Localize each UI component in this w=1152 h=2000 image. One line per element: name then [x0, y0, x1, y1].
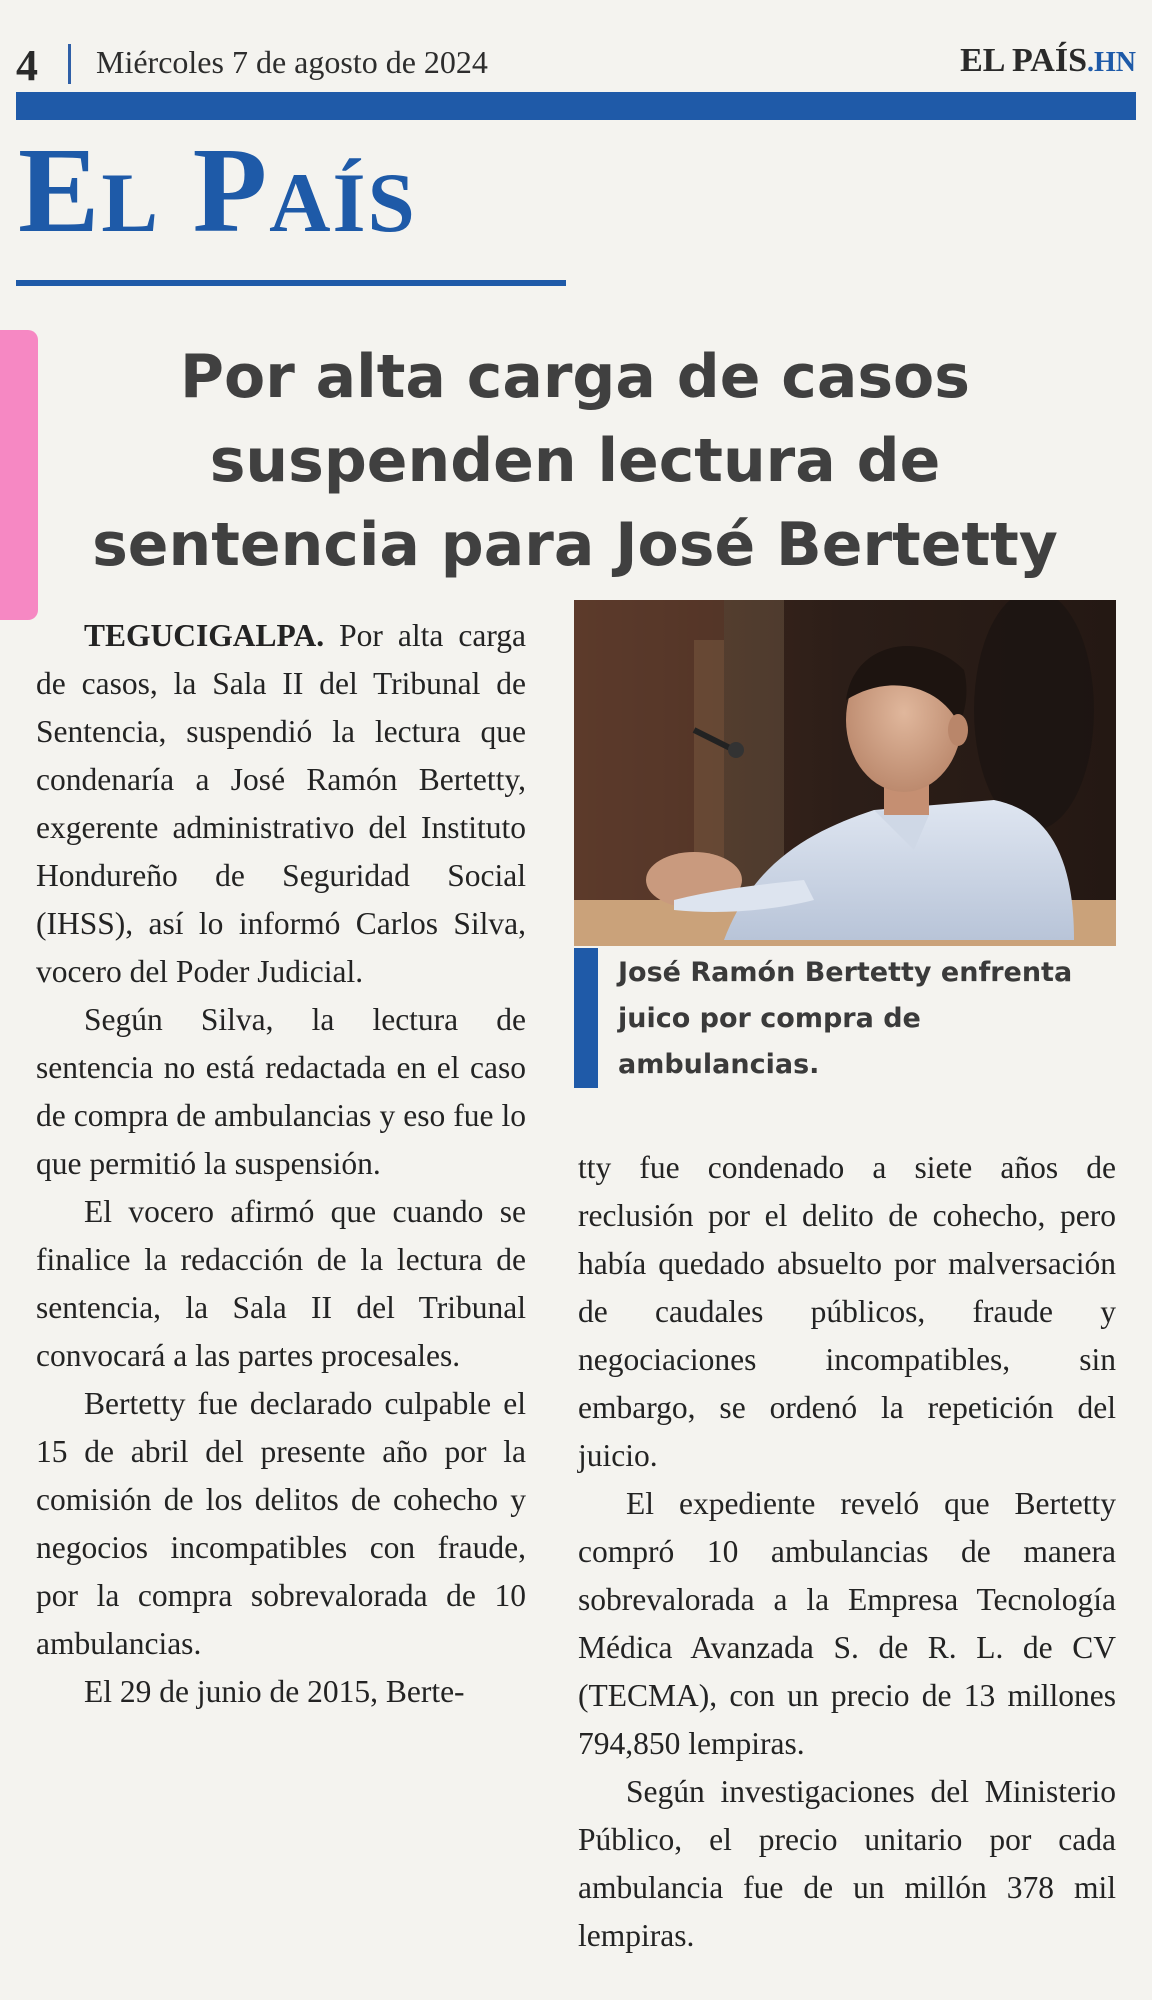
header-divider — [68, 44, 71, 84]
article-column-right — [578, 1144, 1116, 1960]
dateline: TEGUCIGALPA. — [84, 618, 325, 653]
page-number: 4 — [16, 41, 38, 90]
brand-domain: .HN — [1087, 47, 1136, 78]
article-paragraph: El 29 de junio de 2015, Berte- — [84, 1674, 465, 1709]
article-paragraph: El expediente reveló que Bertetty compró 10 ambulancias de manera sobrevalorada a la Empresa Tecnología Médica Avanzada S. de R. L. de CV (TECMA), con un precio de 13 millones 794,850 lempiras. — [578, 1486, 1116, 1761]
article-paragraph: Bertetty fue declarado culpable el 15 de abril del presente año por la comisión de los delitos de cohecho y negocios incompatibles con fraude, por la compra sobrevalorada de 10 ambulancias. — [36, 1386, 526, 1661]
photo-caption: José Ramón Bertetty enfrenta juico por compra de ambulancias. — [618, 957, 1073, 1080]
brand-logo — [960, 42, 1136, 80]
article-paragraph: El vocero afirmó que cuando se finalice la redacción de la lectura de sentencia, la Sala II del Tribunal convocará a las partes procesales. — [36, 1194, 526, 1373]
highlighter-mark — [0, 330, 38, 620]
masthead-underline — [16, 280, 566, 286]
section-masthead: El País — [18, 123, 417, 258]
article-column-left — [36, 612, 526, 1716]
article-paragraph: tty fue condenado a siete años de reclusión por el delito de cohecho, pero había quedado absuelto por malversación de caudales públicos, fraude y negociaciones incompatibles, sin embargo, se ordenó la repetición del juicio. — [578, 1150, 1116, 1473]
publication-date: Miércoles 7 de agosto de 2024 — [96, 44, 488, 80]
article-paragraph — [36, 612, 526, 996]
photo-illustration — [574, 600, 1116, 946]
header-rule — [16, 92, 1136, 120]
article-paragraph: Según Silva, la lectura de sentencia no está redactada en el caso de compra de ambulancias y eso fue lo que permitió la suspensión. — [36, 1002, 526, 1181]
article-headline: Por alta carga de casos suspenden lectura de sentencia para José Bertetty — [92, 342, 1058, 580]
page-header — [16, 32, 1136, 92]
brand-name: EL PAÍS — [960, 42, 1087, 79]
paragraph-text: Por alta carga de casos, la Sala II del Tribunal de Sentencia, suspendió la lectura que condenaría a José Ramón Bertetty, exgerente administrativo del Instituto Hondureño de Seguridad Social (IHSS), así lo informó Carlos Silva, vocero del Poder Judicial. — [36, 618, 527, 989]
article-paragraph: Según investigaciones del Ministerio Público, el precio unitario por cada ambulancia fue de un millón 378 mil lempiras. — [578, 1774, 1116, 1953]
caption-accent-bar — [574, 948, 598, 1088]
article-photo — [574, 600, 1116, 946]
